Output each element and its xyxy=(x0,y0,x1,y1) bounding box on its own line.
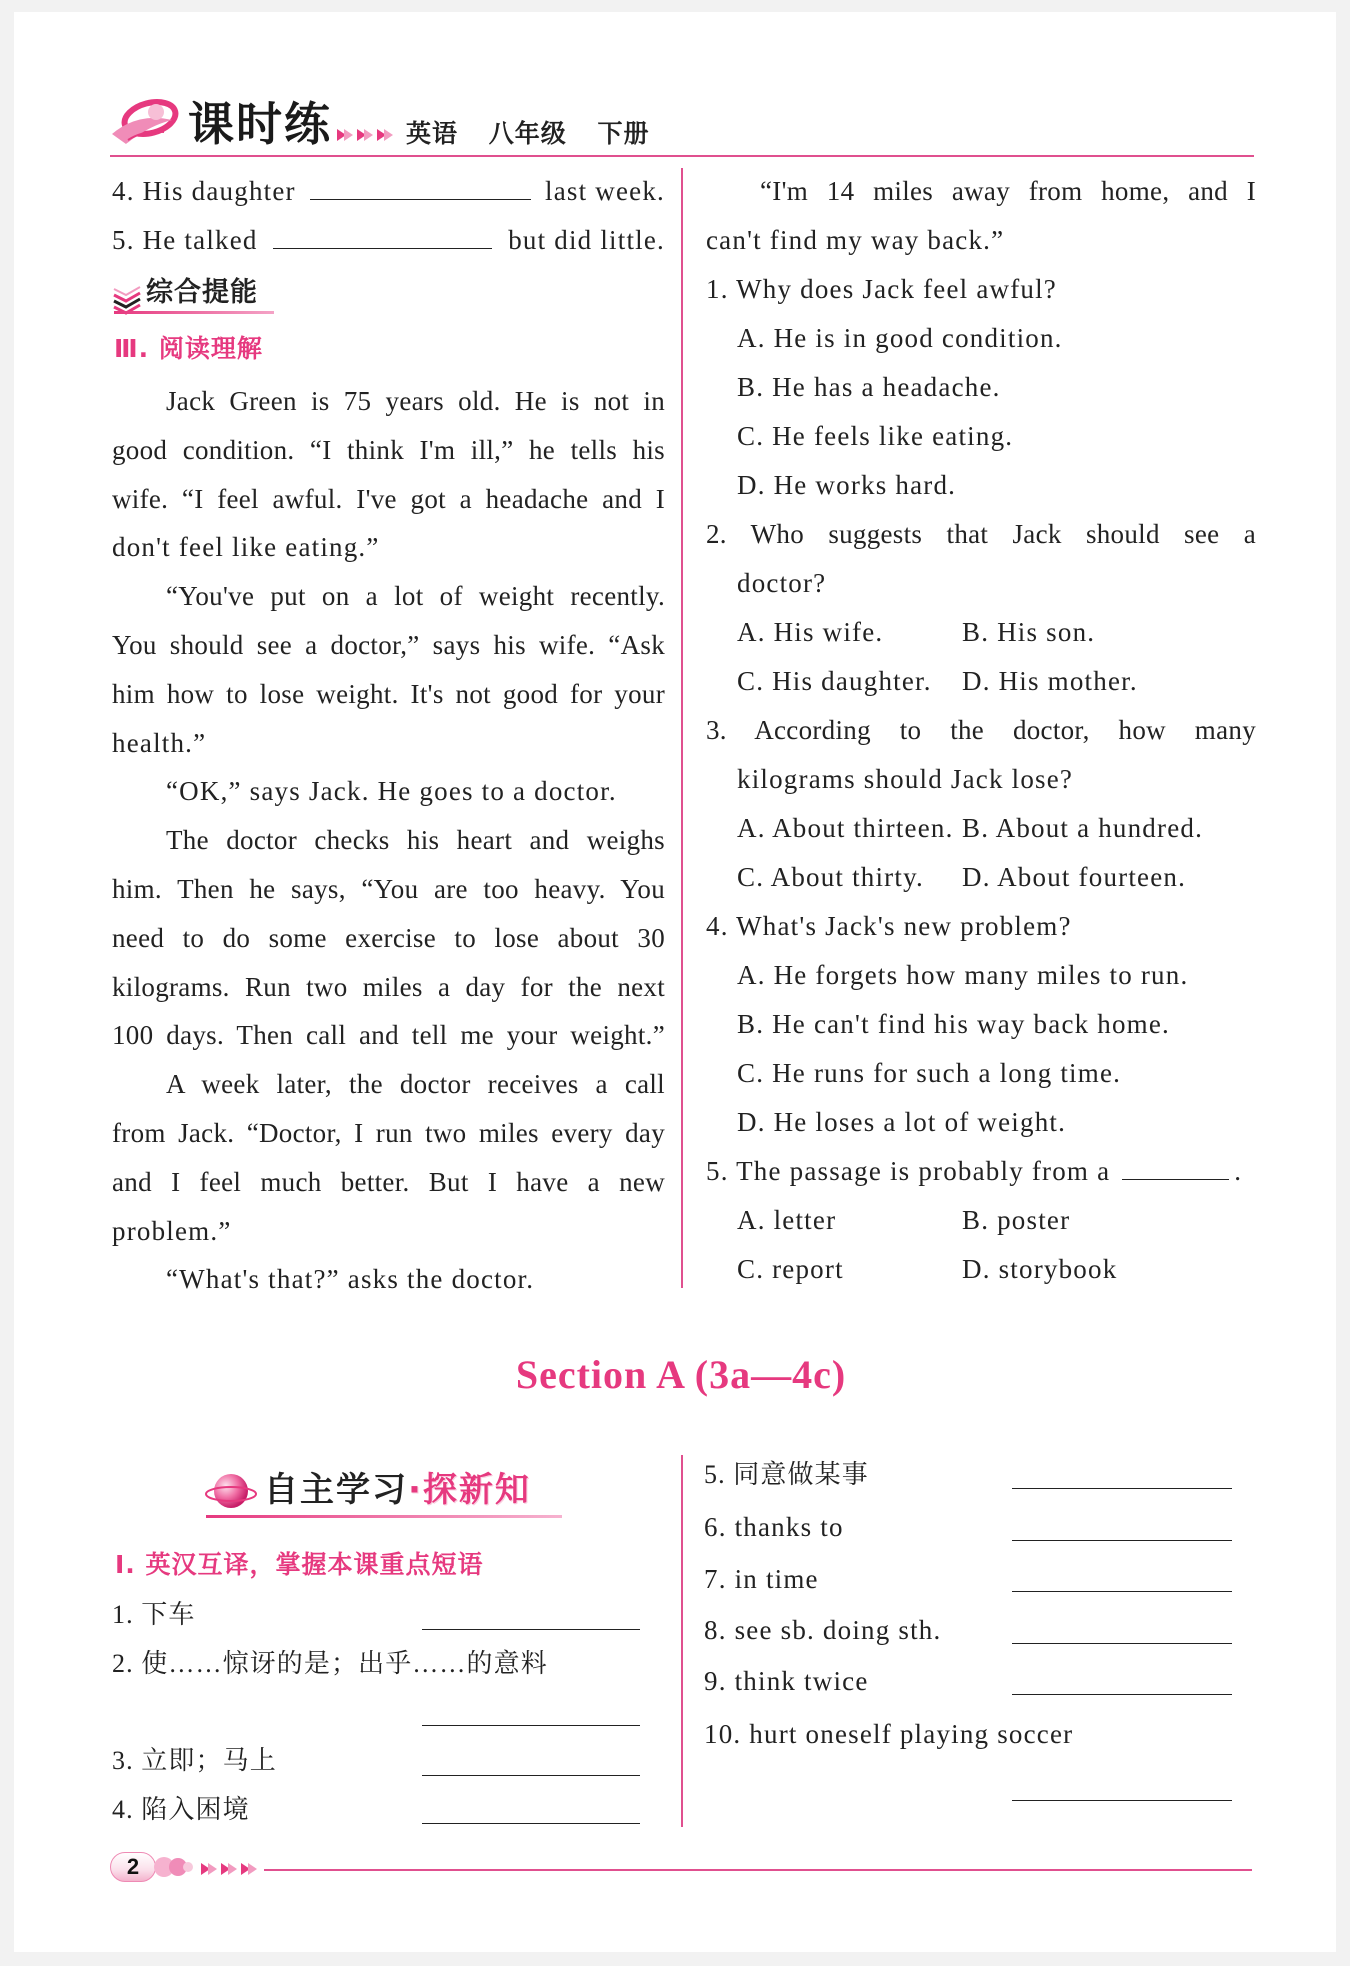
translation-item: 3. 立即；马上 xyxy=(112,1746,277,1775)
answer-option[interactable]: A. About thirteen. xyxy=(737,813,954,843)
answer-blank[interactable] xyxy=(1122,1179,1229,1180)
grade-label: 八年级 xyxy=(488,119,567,148)
passage-line: him. Then he says, “You are too heavy. You xyxy=(112,873,665,904)
question-stem: 3. According to the doctor, how many xyxy=(706,715,1256,745)
translation-section-label: Ⅰ. 英汉互译，掌握本课重点短语 xyxy=(115,1550,484,1579)
workbook-page xyxy=(14,12,1336,1952)
option-row xyxy=(706,1196,1256,1245)
reading-section-label: Ⅲ. 阅读理解 xyxy=(114,334,263,363)
answer-line[interactable] xyxy=(1012,1540,1232,1541)
chevrons-icon xyxy=(200,1860,260,1878)
study-heading-sub: 探新知 xyxy=(422,1470,531,1510)
answer-line[interactable] xyxy=(1012,1488,1232,1489)
answer-option[interactable]: D. He loses a lot of weight. xyxy=(737,1107,1067,1137)
option-row xyxy=(706,608,1256,657)
translation-item: 6. thanks to xyxy=(704,1512,844,1542)
answer-option[interactable]: D. His mother. xyxy=(962,666,1138,696)
pink-ball-icon xyxy=(204,1468,258,1514)
translation-item: 1. 下车 xyxy=(112,1600,196,1629)
answer-option[interactable]: A. letter xyxy=(737,1205,837,1235)
passage-line: The doctor checks his heart and weighs xyxy=(166,825,665,856)
answer-option[interactable]: A. He forgets how many miles to run. xyxy=(737,960,1189,990)
translation-item: 10. hurt oneself playing soccer xyxy=(704,1719,1074,1749)
question-stem-continued: kilograms should Jack lose? xyxy=(737,764,1074,794)
option-row xyxy=(706,804,1256,853)
answer-option[interactable]: C. About thirty. xyxy=(737,862,924,892)
translation-item: 2. 使……惊讶的是；出乎……的意料 xyxy=(112,1649,548,1678)
question-stem-text: 5. The passage is probably from a xyxy=(706,1156,1111,1186)
answer-option[interactable]: B. He has a headache. xyxy=(737,372,1001,402)
passage-line: “OK,” says Jack. He goes to a doctor. xyxy=(166,776,617,807)
fill-blank-item xyxy=(112,216,665,265)
answer-line[interactable] xyxy=(1012,1591,1232,1592)
passage-line: A week later, the doctor receives a call xyxy=(166,1069,665,1100)
subject-label: 英语 xyxy=(406,119,459,148)
fill-blank-prompt: 5. He talked xyxy=(112,225,258,255)
passage-line: Jack Green is 75 years old. He is not in xyxy=(166,386,665,416)
practice-heading xyxy=(112,265,665,321)
fill-blank-tail: but did little. xyxy=(508,225,665,255)
question-stem xyxy=(706,1147,1256,1196)
left-column xyxy=(112,167,665,1304)
chevrons-icon xyxy=(336,126,396,144)
passage-line: wife. “I feel awful. I've got a headache and I xyxy=(112,483,665,514)
fill-blank-tail: last week. xyxy=(545,176,665,206)
heading-underline xyxy=(114,311,274,314)
study-heading-main: 自主学习 xyxy=(264,1470,408,1510)
passage-line: can't find my way back.” xyxy=(706,225,1005,255)
passage-line: don't feel like eating.” xyxy=(112,532,380,563)
passage-line: 100 days. Then call and tell me your weight.” xyxy=(112,1020,665,1051)
option-row xyxy=(706,853,1256,902)
translation-item: 8. see sb. doing sth. xyxy=(704,1615,942,1645)
answer-option[interactable]: B. About a hundred. xyxy=(962,813,1204,843)
decorative-dots-icon xyxy=(154,1854,194,1880)
passage-line: from Jack. “Doctor, I run two miles every day xyxy=(112,1117,665,1148)
answer-option[interactable]: C. His daughter. xyxy=(737,666,932,696)
question-stem-continued: doctor? xyxy=(737,568,827,598)
passage-line: “What's that?” asks the doctor. xyxy=(166,1264,535,1295)
header-rule xyxy=(110,155,1254,157)
study-heading-dot: · xyxy=(408,1470,423,1510)
stacked-books-icon xyxy=(112,278,142,308)
passage-line: kilograms. Run two miles a day for the next xyxy=(112,971,665,1002)
answer-blank[interactable] xyxy=(273,248,492,249)
answer-option[interactable]: B. He can't find his way back home. xyxy=(737,1009,1171,1039)
fill-blank-item xyxy=(112,167,665,216)
practice-heading-text: 综合提能 xyxy=(146,277,258,308)
translation-item: 5. 同意做某事 xyxy=(704,1460,869,1489)
answer-option[interactable]: C. report xyxy=(737,1254,844,1284)
fill-blank-prompt: 4. His daughter xyxy=(112,176,296,206)
passage-line: “You've put on a lot of weight recently. xyxy=(166,581,665,612)
answer-option[interactable]: C. He feels like eating. xyxy=(737,421,1014,451)
translation-item: 7. in time xyxy=(704,1564,819,1594)
study-heading-underline xyxy=(206,1515,562,1518)
column-divider xyxy=(681,168,683,1288)
answer-option[interactable]: B. poster xyxy=(962,1205,1071,1235)
book-title: 课时练 xyxy=(188,97,332,151)
volume-label: 下册 xyxy=(597,119,650,148)
footer-rule xyxy=(264,1869,1252,1871)
header-meta xyxy=(406,118,671,150)
passage-line: problem.” xyxy=(112,1215,232,1246)
passage-line: and I feel much better. But I have a new xyxy=(112,1166,665,1197)
logo-ribbon-icon xyxy=(108,90,184,152)
passage-line: good condition. “I think I'm ill,” he tells his xyxy=(112,434,665,465)
passage-line: him how to lose weight. It's not good for your xyxy=(112,678,665,709)
answer-option[interactable]: D. About fourteen. xyxy=(962,862,1187,892)
question-stem: 1. Why does Jack feel awful? xyxy=(706,274,1057,304)
answer-option[interactable]: D. He works hard. xyxy=(737,470,957,500)
option-row xyxy=(706,1245,1256,1294)
passage-line: need to do some exercise to lose about 30 xyxy=(112,922,665,953)
answer-line[interactable] xyxy=(1012,1800,1232,1801)
passage-line: You should see a doctor,” says his wife. “Ask xyxy=(112,629,665,660)
answer-line[interactable] xyxy=(1012,1643,1232,1644)
answer-option[interactable]: C. He runs for such a long time. xyxy=(737,1058,1122,1088)
answer-option[interactable]: D. storybook xyxy=(962,1254,1118,1284)
study-heading xyxy=(264,1468,531,1512)
passage-line: “I'm 14 miles away from home, and I xyxy=(760,176,1256,206)
question-stem-end: . xyxy=(1234,1156,1243,1186)
answer-option[interactable]: B. His son. xyxy=(962,617,1096,647)
question-stem: 4. What's Jack's new problem? xyxy=(706,911,1072,941)
passage-line: health.” xyxy=(112,727,207,758)
answer-line[interactable] xyxy=(422,1775,640,1776)
answer-line[interactable] xyxy=(422,1725,640,1726)
translation-item: 9. think twice xyxy=(704,1666,869,1696)
column-divider-lower xyxy=(681,1455,683,1827)
answer-option[interactable]: A. He is in good condition. xyxy=(737,323,1063,353)
answer-line[interactable] xyxy=(422,1823,640,1824)
answer-blank[interactable] xyxy=(310,199,531,200)
right-column xyxy=(706,167,1256,1294)
option-row xyxy=(706,657,1256,706)
section-title: Section A (3a—4c) xyxy=(515,1352,847,1397)
answer-line[interactable] xyxy=(422,1629,640,1630)
page-number: 2 xyxy=(110,1852,156,1882)
translation-item: 4. 陷入困境 xyxy=(112,1795,250,1824)
question-stem: 2. Who suggests that Jack should see a xyxy=(706,519,1256,549)
answer-line[interactable] xyxy=(1012,1694,1232,1695)
answer-option[interactable]: A. His wife. xyxy=(737,617,884,647)
